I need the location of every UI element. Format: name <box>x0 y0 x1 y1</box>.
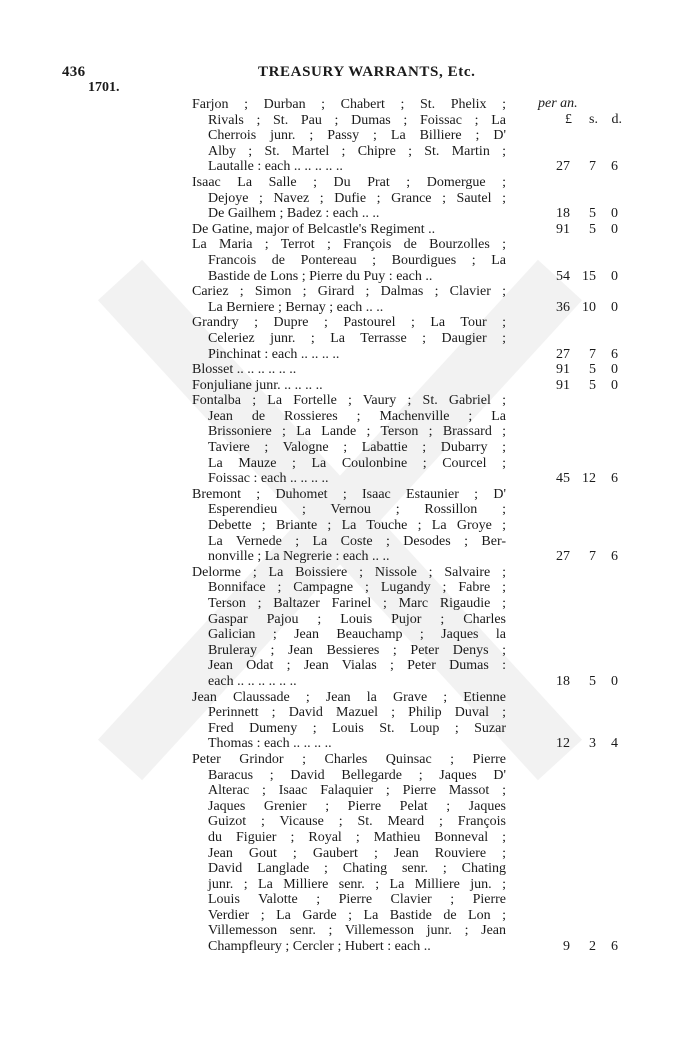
entry-line <box>0 923 674 939</box>
entry-line <box>0 627 674 643</box>
page-number: 436 <box>62 64 86 80</box>
entry-line-text: La Maria ; Terrot ; François de Bourzolles ; <box>192 237 506 253</box>
entry-line-text: Fonjuliane junr. .. .. .. .. <box>192 377 323 393</box>
entry-line <box>0 768 674 784</box>
amount-shillings: 7 <box>589 159 596 175</box>
entry-line-text: Jean Claussade ; Jean la Grave ; Etienne <box>192 689 506 705</box>
entry-line <box>0 424 674 440</box>
warrant-entry <box>0 315 674 362</box>
entry-line <box>0 846 674 862</box>
entry-line <box>0 269 674 285</box>
pence-heading: d. <box>611 112 622 127</box>
entry-line-text: Bonniface ; Campagne ; Lugandy ; Fabre ; <box>208 580 506 596</box>
entry-line <box>0 534 674 550</box>
entry-line <box>0 409 674 425</box>
entry-line-text: Pinchinat : each .. .. .. .. <box>208 346 340 362</box>
entry-line <box>0 565 674 581</box>
entry-line-text: Champfleury ; Cercler ; Hubert : each .. <box>208 939 431 955</box>
entry-line-text: Terson ; Baltazer Farinel ; Marc Rigaudie ; <box>208 596 506 611</box>
entry-line-text: Debette ; Briante ; La Touche ; La Groye ; <box>208 518 506 534</box>
entry-line <box>0 690 674 706</box>
entry-line <box>0 549 674 565</box>
entry-line-text: Cariez ; Simon ; Girard ; Dalmas ; Clavier ; <box>192 284 506 300</box>
amount-shillings: 5 <box>589 377 596 393</box>
entry-line-text: Delorme ; La Boissiere ; Nissole ; Salvaire ; <box>192 564 506 580</box>
entry-line-text: Baracus ; David Bellegarde ; Jaques D' <box>208 767 506 783</box>
entry-line <box>0 440 674 456</box>
entry-line <box>0 518 674 534</box>
entry-line <box>0 300 674 316</box>
entry-line-text: Fred Dumeny ; Louis St. Loup ; Suzar <box>208 720 506 736</box>
entry-line-text: Cherrois junr. ; Passy ; La Billiere ; D' <box>208 128 506 144</box>
entry-line <box>0 159 674 175</box>
amount-shillings: 7 <box>589 346 596 362</box>
entry-line-text: Jaques Grenier ; Pierre Pelat ; Jaques <box>208 798 506 814</box>
amount-pence: 0 <box>611 221 618 237</box>
entry-line <box>0 814 674 830</box>
entry-line-text: Alterac ; Isaac Falaquier ; Pierre Massot ; <box>208 783 506 799</box>
amount-pence: 0 <box>611 206 618 222</box>
entry-line-text: La Mauze ; La Coulonbine ; Courcel ; <box>208 455 506 471</box>
entry-line <box>0 721 674 737</box>
amount-pence: 6 <box>611 471 618 487</box>
entry-line-text: Brissoniere ; La Lande ; Terson ; Brassard ; <box>208 424 506 440</box>
entry-line-text: Peter Grindor ; Charles Quinsac ; Pierre <box>192 751 506 767</box>
entry-line-text: Lautalle : each .. .. .. .. .. <box>208 159 343 175</box>
warrant-entry <box>0 487 674 565</box>
entry-line-text: each .. .. .. .. .. .. <box>208 673 297 689</box>
warrant-entry <box>0 752 674 955</box>
entry-line <box>0 175 674 191</box>
entry-line <box>0 939 674 955</box>
entry-line-text: Dejoye ; Navez ; Dufie ; Grance ; Sautel ; <box>208 190 506 206</box>
entry-line-text: Celeriez junr. ; La Terrasse ; Daugier ; <box>208 330 506 346</box>
entry-line-text: Jean Odat ; Jean Vialas ; Peter Dumas : <box>208 658 506 674</box>
shillings-heading: s. <box>589 112 598 127</box>
entry-line <box>0 144 674 160</box>
entry-line-text: Blosset .. .. .. .. .. .. <box>192 362 297 378</box>
entry-line <box>0 128 674 144</box>
entry-line-text: Bastide de Lons ; Pierre du Puy : each .. <box>208 268 433 284</box>
entry-line <box>0 877 674 893</box>
entry-line-text: Gaspar Pajou ; Louis Pujor ; Charles <box>208 611 506 627</box>
entry-line <box>0 783 674 799</box>
warrant-entry <box>0 393 674 487</box>
entry-line <box>0 596 674 612</box>
entry-line-text: Rivals ; St. Pau ; Dumas ; Foissac ; La <box>208 112 506 128</box>
entry-line-text: Fontalba ; La Fortelle ; Vaury ; St. Gabriel ; <box>192 393 506 409</box>
entry-line-text: Louis Valotte ; Pierre Clavier ; Pierre <box>208 892 506 908</box>
amount-shillings: 5 <box>589 673 596 689</box>
entry-line <box>0 456 674 472</box>
entry-line-text: Esperendieu ; Vernou ; Rossillon ; <box>208 502 506 518</box>
entry-line-text: Galician ; Jean Beauchamp ; Jaques la <box>208 627 506 643</box>
warrant-entry <box>0 237 674 284</box>
entry-line <box>0 830 674 846</box>
entry-line <box>0 362 674 378</box>
entry-line-text: Villemesson senr. ; Villemesson junr. ; Jean <box>208 923 506 939</box>
warrant-entry <box>0 175 674 222</box>
entry-line <box>0 378 674 394</box>
amount-pounds: 9 <box>563 939 570 955</box>
amount-pounds: 27 <box>556 159 570 175</box>
entry-line-text: Guizot ; Vicause ; St. Meard ; François <box>208 814 506 830</box>
entry-line-text: Foissac : each .. .. .. .. <box>208 471 329 487</box>
entry-line-text: Thomas : each .. .. .. .. <box>208 736 332 752</box>
amount-pounds: 27 <box>556 549 570 565</box>
amount-pence: 6 <box>611 159 618 175</box>
entry-line <box>0 487 674 503</box>
entry-line-text: junr. ; La Milliere senr. ; La Milliere jun. ; <box>208 876 506 892</box>
amount-shillings: 5 <box>589 362 596 378</box>
amount-pounds: 91 <box>556 362 570 378</box>
warrant-entry <box>0 378 674 394</box>
amount-pounds: 18 <box>556 673 570 689</box>
warrant-entries-list <box>0 97 674 955</box>
amount-pence: 6 <box>611 346 618 362</box>
entry-line-text: Bremont ; Duhomet ; Isaac Estaunier ; D' <box>192 486 506 502</box>
entry-line-text: nonville ; La Negrerie : each .. .. <box>208 549 390 565</box>
entry-line-text: David Langlade ; Chating senr. ; Chating <box>208 861 506 877</box>
amount-pence: 6 <box>611 549 618 565</box>
entry-line <box>0 315 674 331</box>
entry-line <box>0 612 674 628</box>
amount-shillings: 3 <box>589 736 596 752</box>
entry-line-text: Grandry ; Dupre ; Pastourel ; La Tour ; <box>192 315 506 331</box>
amount-pence: 0 <box>611 268 618 284</box>
amount-shillings: 2 <box>589 939 596 955</box>
warrant-entry <box>0 222 674 238</box>
entry-line <box>0 892 674 908</box>
entry-line <box>0 393 674 409</box>
entry-line-text: De Gatine, major of Belcastle's Regiment .. <box>192 221 436 237</box>
entry-line <box>0 752 674 768</box>
entry-line <box>0 658 674 674</box>
entry-line-text: Taviere ; Valogne ; Labattie ; Dubarry ; <box>208 440 506 456</box>
amount-pence: 0 <box>611 299 618 315</box>
entry-line-text: Verdier ; La Garde ; La Bastide de Lon ; <box>208 907 506 923</box>
amount-pence: 0 <box>611 377 618 393</box>
entry-line-text: du Figuier ; Royal ; Mathieu Bonneval ; <box>208 829 506 845</box>
entry-line <box>0 97 674 113</box>
warrant-entry <box>0 362 674 378</box>
amount-pounds: 18 <box>556 206 570 222</box>
entry-line <box>0 580 674 596</box>
entry-line-text: La Vernede ; La Coste ; Desodes ; Ber- <box>208 533 506 549</box>
entry-line <box>0 736 674 752</box>
amount-pence: 0 <box>611 362 618 378</box>
entry-line <box>0 705 674 721</box>
entry-line <box>0 284 674 300</box>
entry-line <box>0 237 674 253</box>
amount-pounds: 45 <box>556 471 570 487</box>
entry-line-text: Jean de Rossieres ; Machenville ; La <box>208 408 506 424</box>
entry-line <box>0 471 674 487</box>
entry-line <box>0 643 674 659</box>
entry-line <box>0 861 674 877</box>
pounds-heading: £ <box>565 112 572 127</box>
amount-shillings: 7 <box>589 549 596 565</box>
amount-pounds: 27 <box>556 346 570 362</box>
per-annum-heading: per an. <box>538 96 578 111</box>
entry-line-text: Francois de Pontereau ; Bourdigues ; La <box>208 252 506 268</box>
entry-line-text: Perinnett ; David Mazuel ; Philip Duval ; <box>208 705 506 721</box>
warrant-entry <box>0 565 674 690</box>
amount-pounds: 36 <box>556 299 570 315</box>
amount-shillings: 5 <box>589 221 596 237</box>
entry-line-text: Bruleray ; Jean Bessieres ; Peter Denys ; <box>208 642 506 658</box>
entry-line <box>0 347 674 363</box>
entry-line-text: Alby ; St. Martel ; Chipre ; St. Martin ; <box>208 143 506 159</box>
entry-line-text: De Gailhem ; Badez : each .. .. <box>208 206 380 222</box>
amount-pounds: 12 <box>556 736 570 752</box>
amount-pence: 4 <box>611 736 618 752</box>
amount-pounds: 54 <box>556 268 570 284</box>
entry-line <box>0 331 674 347</box>
entry-line <box>0 674 674 690</box>
entry-line <box>0 253 674 269</box>
entry-line-text: La Berniere ; Bernay ; each .. .. <box>208 299 384 315</box>
amount-shillings: 10 <box>582 299 596 315</box>
amount-shillings: 5 <box>589 206 596 222</box>
warrant-entry <box>0 690 674 752</box>
entry-line <box>0 799 674 815</box>
amount-pence: 0 <box>611 673 618 689</box>
amount-shillings: 12 <box>582 471 596 487</box>
entry-line-text: Jean Gout ; Gaubert ; Jean Rouviere ; <box>208 845 506 861</box>
entry-line <box>0 908 674 924</box>
warrant-entry <box>0 284 674 315</box>
entry-line <box>0 191 674 207</box>
amount-pence: 6 <box>611 939 618 955</box>
amount-pounds: 91 <box>556 377 570 393</box>
amount-shillings: 15 <box>582 268 596 284</box>
entry-line <box>0 222 674 238</box>
warrant-entry <box>0 97 674 175</box>
entry-line <box>0 206 674 222</box>
year-marker: 1701. <box>88 80 120 95</box>
entry-line <box>0 502 674 518</box>
entry-line-text: Isaac La Salle ; Du Prat ; Domergue ; <box>192 174 506 190</box>
running-title: TREASURY WARRANTS, Etc. <box>258 64 476 80</box>
entry-line-text: Farjon ; Durban ; Chabert ; St. Phelix ; <box>192 97 506 112</box>
entry-line <box>0 113 674 129</box>
amount-pounds: 91 <box>556 221 570 237</box>
